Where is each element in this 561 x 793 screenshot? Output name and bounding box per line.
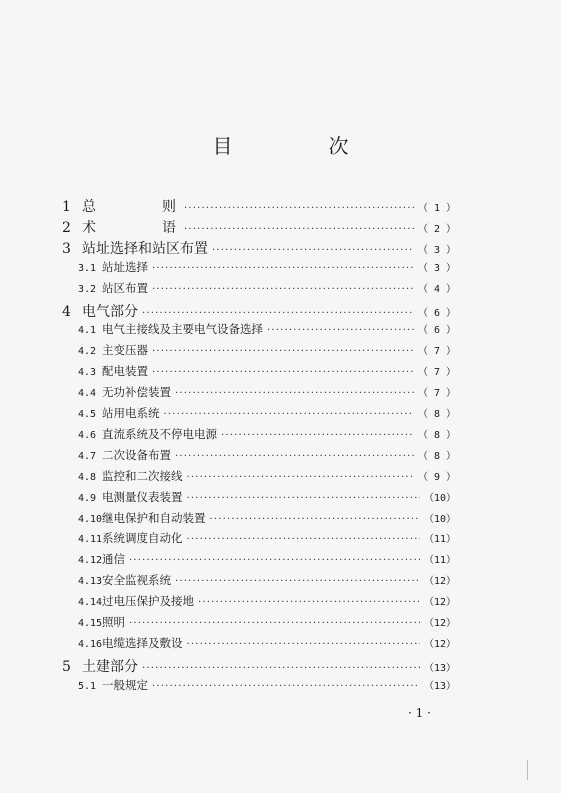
toc-section-entry[interactable] xyxy=(78,551,456,568)
toc-entry-title: 监控和二次接线 xyxy=(102,468,183,483)
toc-entry-page: （ 3 ） xyxy=(417,262,456,274)
toc-leader-dots xyxy=(129,554,420,568)
toc-section-entry[interactable] xyxy=(78,677,456,694)
toc-entry-number: 4.1 xyxy=(78,325,97,337)
toc-entry-number: 4.15 xyxy=(78,618,103,629)
toc-entry-page: （ 1 ） xyxy=(417,203,456,214)
toc-entry-page: （ 7 ） xyxy=(417,346,456,358)
toc-entry-number: 4.10 xyxy=(78,513,103,525)
toc-entry-title: 站址选择和站区布置 xyxy=(82,240,208,257)
toc-entry-page: （12） xyxy=(423,618,456,629)
toc-section-entry[interactable] xyxy=(78,342,456,359)
toc-section-entry[interactable] xyxy=(78,384,456,401)
toc-entry-number: 4.5 xyxy=(78,409,97,420)
toc-chapter-entry[interactable] xyxy=(62,301,456,321)
toc-leader-dots xyxy=(184,223,414,237)
page-number: · 1 · xyxy=(408,706,431,720)
toc-leader-dots xyxy=(142,307,414,321)
toc-entry-title: 电气主接线及主要电气设备选择 xyxy=(102,322,263,337)
toc-leader-dots xyxy=(175,387,414,401)
toc-entry-number: 4.3 xyxy=(78,367,97,379)
toc-entry-title: 二次设备布置 xyxy=(102,447,171,462)
toc-entry-page: （ 8 ） xyxy=(417,429,456,441)
toc-leader-dots xyxy=(142,662,420,676)
toc-entry-title: 照明 xyxy=(102,615,125,629)
toc-entry-number: 5.1 xyxy=(78,680,97,692)
toc-entry-title: 电气部分 xyxy=(82,303,138,320)
toc-leader-dots xyxy=(221,429,414,443)
toc-entry-title: 系统调度自动化 xyxy=(102,531,183,546)
toc-chapter-entry[interactable] xyxy=(62,656,456,676)
toc-entry-page: （12） xyxy=(423,576,456,588)
toc-entry-title: 主变压器 xyxy=(102,343,148,358)
toc-entry-page: （ 8 ） xyxy=(417,450,456,462)
toc-entry-page: （11） xyxy=(423,555,456,567)
toc-leader-dots xyxy=(184,202,414,216)
toc-entry-page: （ 8 ） xyxy=(417,409,456,420)
toc-entry-title: 一般规定 xyxy=(102,677,148,692)
toc-chapter-entry[interactable] xyxy=(62,238,456,258)
toc-leader-dots xyxy=(152,345,414,359)
toc-entry-title: 通信 xyxy=(102,552,125,567)
toc-entry-title: 安全监视系统 xyxy=(102,573,171,588)
toc-section-entry[interactable] xyxy=(78,363,456,380)
toc-section-entry[interactable] xyxy=(78,280,456,297)
toc-entry-page: （ 7 ） xyxy=(417,367,456,379)
toc-leader-dots xyxy=(267,324,414,338)
toc-entry-title: 总 则 xyxy=(82,199,202,215)
toc-entry-number: 4.6 xyxy=(78,429,97,441)
toc-section-entry[interactable] xyxy=(78,259,456,276)
toc-entry-title: 过电压保护及接地 xyxy=(102,594,194,609)
toc-leader-dots xyxy=(152,283,414,297)
toc-entry-number: 2 xyxy=(62,219,71,236)
toc-entry-page: （ 9 ） xyxy=(417,471,456,483)
toc-entry-title: 术 语 xyxy=(82,219,202,236)
toc-leader-dots xyxy=(129,617,420,631)
toc-entry-number: 4.14 xyxy=(78,597,103,609)
toc-leader-dots xyxy=(152,262,414,276)
toc-entry-number: 4.13 xyxy=(78,576,103,588)
toc-entry-title: 土建部分 xyxy=(82,658,138,675)
toc-entry-page: （12） xyxy=(423,638,456,650)
toc-entry-number: 4.8 xyxy=(78,471,97,483)
toc-leader-dots xyxy=(198,596,420,610)
toc-entry-number: 4.2 xyxy=(78,346,97,358)
toc-entry-title: 直流系统及不停电电源 xyxy=(102,426,217,441)
toc-section-entry[interactable] xyxy=(78,635,456,652)
toc-section-entry[interactable] xyxy=(78,405,456,422)
toc-chapter-entry[interactable] xyxy=(62,196,456,216)
toc-section-entry[interactable] xyxy=(78,572,456,589)
toc-entry-page: （13） xyxy=(423,662,456,674)
toc-section-entry[interactable] xyxy=(78,510,456,527)
toc-entry-page: （ 7 ） xyxy=(417,388,456,400)
toc-entry-number: 4 xyxy=(62,303,71,320)
toc-leader-dots xyxy=(152,680,420,694)
scan-edge-mark xyxy=(527,760,528,780)
toc-leader-dots xyxy=(187,492,420,506)
toc-entry-number: 5 xyxy=(62,658,71,675)
toc-entry-page: （ 6 ） xyxy=(417,325,456,337)
toc-leader-dots xyxy=(164,408,414,422)
toc-entry-title: 无功补偿装置 xyxy=(102,385,171,400)
toc-section-entry[interactable] xyxy=(78,489,456,506)
toc-entry-number: 3.2 xyxy=(78,283,97,295)
toc-section-entry[interactable] xyxy=(78,468,456,485)
toc-leader-dots xyxy=(187,471,414,485)
toc-entry-number: 3 xyxy=(62,240,71,257)
toc-entry-title: 电缆选择及敷设 xyxy=(102,635,183,650)
toc-entry-page: （10） xyxy=(423,513,456,525)
toc-section-entry[interactable] xyxy=(78,447,456,464)
toc-leader-dots xyxy=(175,575,420,589)
toc-section-entry[interactable] xyxy=(78,321,456,338)
toc-entry-title: 站用电系统 xyxy=(102,406,160,420)
toc-leader-dots xyxy=(175,450,414,464)
toc-section-entry[interactable] xyxy=(78,426,456,443)
toc-entry-page: （ 3 ） xyxy=(417,244,456,256)
toc-entry-page: （ 4 ） xyxy=(417,283,456,295)
toc-entry-page: （13） xyxy=(423,680,456,692)
toc-entry-page: （ 2 ） xyxy=(417,223,456,235)
toc-entry-page: （ 6 ） xyxy=(417,307,456,319)
toc-entry-page: （10） xyxy=(423,492,456,504)
toc-leader-dots xyxy=(152,366,414,380)
toc-entry-number: 4.7 xyxy=(78,450,97,462)
toc-entry-title: 站区布置 xyxy=(102,280,148,295)
toc-entry-number: 4.9 xyxy=(78,492,97,504)
toc-leader-dots xyxy=(212,244,414,258)
page-title: 目 次 xyxy=(212,134,387,158)
toc-entry-title: 配电装置 xyxy=(102,364,148,379)
toc-leader-dots xyxy=(187,638,420,652)
toc-entry-title: 继电保护和自动装置 xyxy=(102,510,206,525)
toc-leader-dots xyxy=(187,533,420,547)
toc-entry-page: （11） xyxy=(423,534,456,546)
toc-chapter-entry[interactable] xyxy=(62,217,456,237)
toc-entry-number: 1 xyxy=(62,199,71,215)
toc-entry-number: 4.16 xyxy=(78,638,103,650)
toc-entry-number: 4.12 xyxy=(78,555,103,567)
toc-section-entry[interactable] xyxy=(78,593,456,610)
toc-entry-number: 4.4 xyxy=(78,388,97,400)
toc-section-entry[interactable] xyxy=(78,614,456,631)
toc-entry-number: 3.1 xyxy=(78,262,97,274)
toc-entry-title: 站址选择 xyxy=(102,259,148,274)
toc-leader-dots xyxy=(210,513,420,527)
toc-entry-title: 电测量仪表装置 xyxy=(102,489,183,504)
toc-section-entry[interactable] xyxy=(78,530,456,547)
toc-entry-page: （12） xyxy=(423,597,456,609)
toc-entry-number: 4.11 xyxy=(78,534,103,546)
